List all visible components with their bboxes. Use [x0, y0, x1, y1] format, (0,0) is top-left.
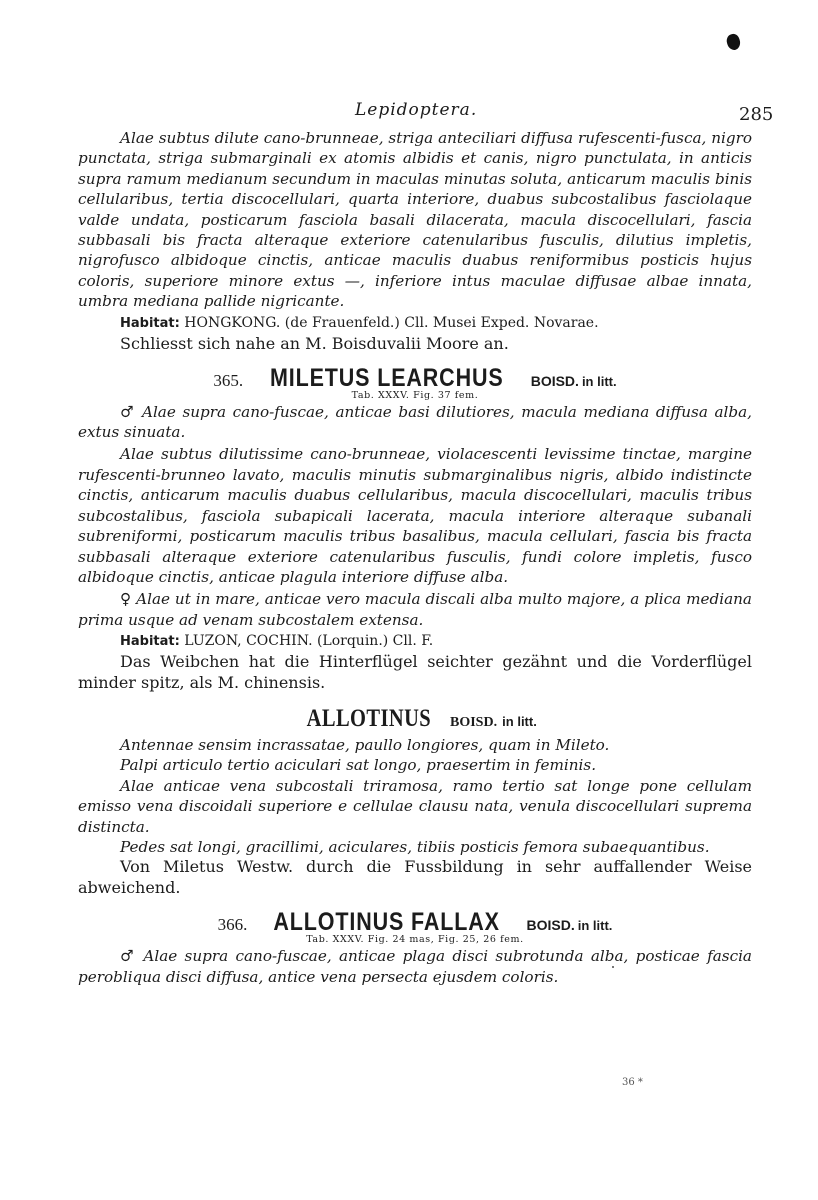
species-author: BOISD.	[526, 917, 575, 934]
ink-blot	[725, 32, 742, 51]
genus-heading	[78, 705, 752, 733]
page-body	[78, 128, 752, 987]
habitat-label: Habitat:	[120, 315, 180, 331]
species-365-note: Das Weibchen hat die Hinterflügel seichter gezähnt und die Vorderflügel minder spitz, als M. chinensis.	[78, 652, 752, 692]
signature-mark: 36 *	[622, 1077, 643, 1088]
species-366-male: ♂ Alae supra cano-fuscae, anticae plaga disci subrotunda alba, posticae fascia perobliqua disci diffusa, antice vena persecta ejusdem coloris.	[78, 947, 752, 986]
species-366-plate: Tab. XXXV. Fig. 24 mas, Fig. 25, 26 fem.	[306, 934, 524, 946]
genus-line: Alae anticae vena subcostali triramosa, ramo tertio sat longe pone cellulam emisso vena discoidali superiore e cellulae clausu nata, venula discocellulari suprema distincta.	[78, 776, 752, 836]
running-title: Lepidoptera.	[355, 100, 478, 120]
genus-note: Von Miletus Westw. durch die Fussbildung in sehr auffallender Weise abweichend.	[78, 857, 752, 897]
species-365-female: ♀ Alae ut in mare, anticae vero macula discali alba multo majore, a plica mediana prima usque ad venam subcostalem extensa.	[78, 590, 752, 629]
species-365-male: ♂ Alae supra cano-fuscae, anticae basi dilutiores, macula mediana diffusa alba, extus sinuata.	[78, 402, 752, 442]
species-365-plate: Tab. XXXV. Fig. 37 fem.	[351, 389, 479, 401]
species-365-heading	[78, 364, 752, 393]
page-number: 285	[739, 104, 774, 125]
species-litt: in litt.	[577, 918, 613, 934]
habitat-text: LUZON, COCHIN. (Lorquin.) Cll. F.	[184, 633, 434, 650]
genus-line: Antennae sensim incrassatae, paullo longiores, quam in Mileto.	[120, 735, 610, 754]
habitat-text: HONGKONG. (de Frauenfeld.) Cll. Musei Exped. Novarae.	[184, 314, 599, 331]
species-litt: in litt.	[581, 373, 617, 389]
intro-description: Alae subtus dilute cano-brunneae, striga anteciliari diffusa rufescenti-fusca, nigro punctata, striga submarginali ex atomis albidis et canis, nigro punctulata, in anticis supra ramum medianum secundum in maculas minutas soluta, anticarum maculis binis cellularibus, tertia discocellulari, quarta interiore, duabus subcostalibus fasciolaque valde undata, posticarum fasciola basali dilacerata, macula discocellulari, fascia subbasali bis fracta alteraque exteriore catenularibus fusculis, dilutius impletis, nigrofusco albidoque cinctis, anticae maculis duabus reniformibus posticis hujus coloris, superiore minore extus —, inferiore intus maculae diffusae albae innata, umbra mediana pallide nigricante.	[78, 129, 752, 311]
habitat-label: Habitat:	[120, 634, 180, 650]
species-365-habitat	[120, 631, 752, 652]
genus-litt: in litt.	[502, 713, 537, 729]
genus-name: ALLOTINUS	[306, 704, 432, 732]
intro-note: Schliesst sich nahe an M. Boisduvalii Moore an.	[120, 333, 509, 353]
genus-line: Pedes sat longi, gracillimi, aciculares, tibiis posticis femora subaequantibus.	[120, 837, 710, 856]
species-number: 366.	[217, 915, 248, 935]
species-number: 365.	[213, 370, 244, 390]
species-365-underside: Alae subtus dilutissime cano-brunneae, violacescenti levissime tinctae, margine rufescenti-brunneo lavato, maculis minutis submarginalibus nigris, albido indistincte cinctis, anticarum maculis duabus cellularibus, macula discocellulari, maculis tribus subcostalibus, fasciola subapicali lacerata, macula interiore alteraque subanali subreniformi, posticarum maculis tribus basalibus, macula cellulari, fascia bis fracta subbasali alteraque exteriore catenularibus fusculis, fundi colore impletis, fusco albidoque cinctis, anticae plagula interiore diffuse alba.	[78, 445, 752, 586]
stray-dot	[612, 966, 614, 968]
intro-habitat	[120, 313, 752, 334]
species-366-heading	[78, 908, 752, 937]
genus-line: Palpi articulo tertio aciculari sat longo, praesertim in feminis.	[120, 756, 597, 775]
species-author: BOISD.	[530, 372, 579, 389]
genus-author: BOISD.	[450, 714, 498, 730]
species-name: MILETUS LEARCHUS	[270, 363, 504, 392]
species-name: ALLOTINUS FALLAX	[273, 908, 501, 937]
